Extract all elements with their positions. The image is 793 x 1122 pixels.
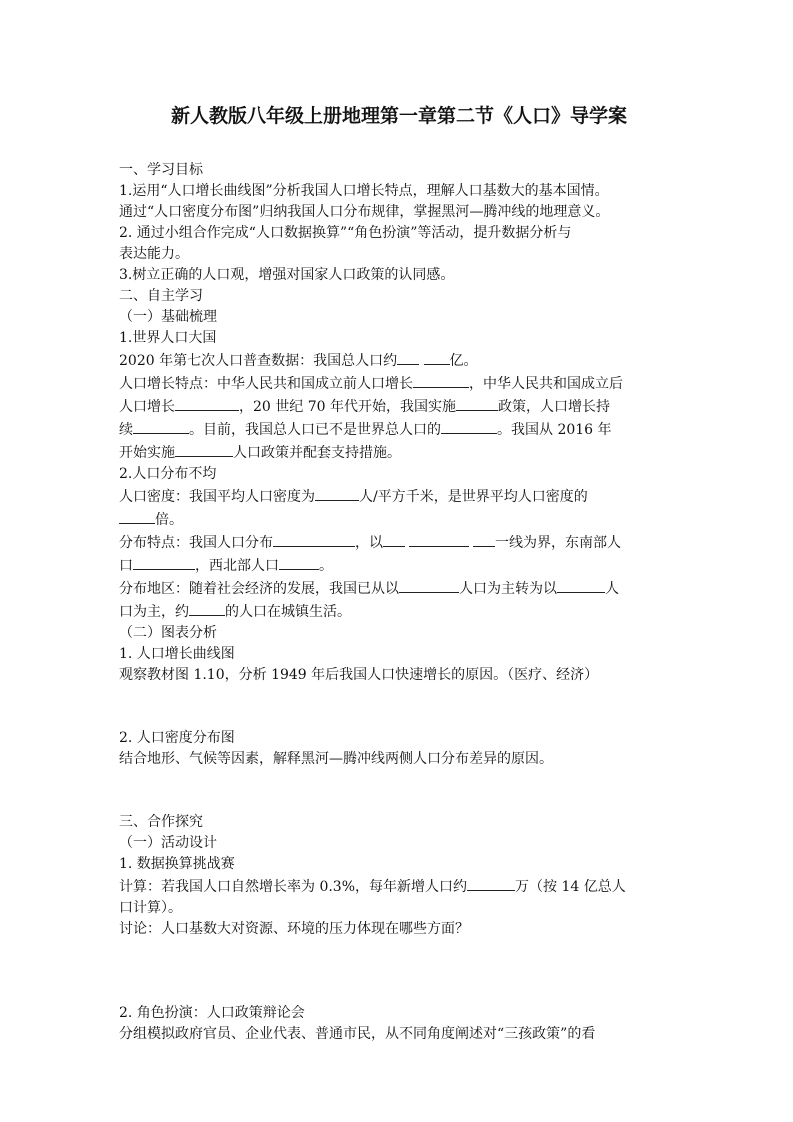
blank-new-policy[interactable] (175, 441, 233, 457)
blank-total-pop-1[interactable] (397, 349, 419, 365)
blank-growth-trend[interactable] (133, 418, 189, 434)
subsection-chart-analysis: （二）图表分析 (119, 625, 217, 641)
growth-text: 政策，人口增长持 (497, 399, 610, 415)
subsection-basics: （一）基础梳理 (119, 309, 217, 325)
blank-density-ratio[interactable] (119, 508, 155, 524)
blank-total-pop-2[interactable] (424, 349, 450, 365)
calc-text: 计算：若我国人口自然增长率为 0.3%，每年新增人口约 (119, 879, 468, 895)
distribution-text: 分布特点：我国人口分布 (119, 535, 273, 551)
blank-distribution[interactable] (273, 531, 355, 547)
census-text: 2020 年第七次人口普查数据：我国总人口约 (119, 353, 398, 369)
growth-line-3 (119, 418, 679, 441)
census-line (119, 349, 679, 372)
growth-text: 人口增长 (119, 399, 175, 415)
area-text: 人 (605, 581, 619, 597)
area-line-1 (119, 577, 679, 600)
blank-density[interactable] (315, 485, 359, 501)
answer-space (119, 770, 679, 812)
blank-line-3[interactable] (473, 531, 495, 547)
goal-3: 3.树立正确的人口观，增强对国家人口政策的认同感。 (119, 267, 455, 283)
distribution-text: ，以 (355, 535, 383, 551)
activity-1-title: 1. 数据换算挑战赛 (119, 856, 235, 872)
answer-space (119, 940, 679, 1003)
distribution-text: 口 (119, 558, 133, 574)
blank-southeast[interactable] (133, 554, 195, 570)
item-population-giant: 1.世界人口大国 (119, 330, 217, 346)
discussion-line: 讨论：人口基数大对资源、环境的压力体现在哪些方面？ (119, 921, 469, 937)
growth-text: ，20 世纪 70 年代开始，我国实施 (239, 399, 456, 415)
blank-line-1[interactable] (383, 531, 405, 547)
distribution-text: ，西北部人口 (195, 558, 279, 574)
goal-2-line-2: 表达能力。 (119, 246, 189, 262)
distribution-text: 一线为界，东南部人 (495, 535, 621, 551)
density-text: 人/平方千米，是世界平均人口密度的 (359, 489, 588, 505)
growth-line-4 (119, 441, 679, 464)
blank-growth-after[interactable] (175, 395, 239, 411)
blank-urban-ratio[interactable] (189, 600, 225, 616)
growth-text: 。我国从 2016 年 (497, 422, 612, 438)
goal-1-line-2: 通过“人口密度分布图”归纳我国人口分布规律，掌握黑河—腾冲线的地理意义。 (119, 204, 610, 220)
density-line-2 (119, 508, 679, 531)
growth-text: 。目前，我国总人口已不是世界总人口的 (189, 422, 441, 438)
subsection-activities: （一）活动设计 (119, 835, 217, 851)
calc-line-2: 口计算）。 (119, 900, 182, 916)
growth-text: 开始实施 (119, 445, 175, 461)
document-body (119, 160, 679, 1045)
density-text: 人口密度：我国平均人口密度为 (119, 489, 315, 505)
blank-growth-before[interactable] (413, 372, 469, 388)
distribution-line-1 (119, 531, 679, 554)
distribution-line-2 (119, 554, 679, 577)
area-text: 的人口在城镇生活。 (225, 604, 351, 620)
blank-new-pop[interactable] (467, 875, 515, 891)
growth-text: ，中华人民共和国成立后 (469, 376, 623, 392)
section-heading-cooperation: 三、合作探究 (119, 814, 203, 830)
calc-text: 万（按 14 亿总人 (515, 879, 626, 895)
calc-line-1 (119, 875, 679, 898)
area-text: 人口为主转为以 (459, 581, 557, 597)
document-title: 新人教版八年级上册地理第一章第二节《人口》导学案 (170, 105, 627, 127)
area-text: 分布地区：随着社会经济的发展，我国已从以 (119, 581, 399, 597)
growth-text: 人口政策并配套支持措施。 (233, 445, 401, 461)
chart-1-title: 1. 人口增长曲线图 (119, 646, 235, 662)
blank-policy[interactable] (456, 395, 498, 411)
growth-text: 人口增长特点：中华人民共和国成立前人口增长 (119, 376, 413, 392)
section-heading-self-study: 二、自主学习 (119, 288, 203, 304)
blank-world-rank[interactable] (441, 418, 497, 434)
goal-1-line-1: 1.运用“人口增长曲线图”分析我国人口增长特点，理解人口基数大的基本国情。 (119, 183, 609, 199)
chart-2-question: 结合地形、气候等因素，解释黑河—腾冲线两侧人口分布差异的原因。 (119, 751, 553, 767)
growth-text: 续 (119, 422, 133, 438)
blank-northwest[interactable] (279, 554, 319, 570)
activity-2-title: 2. 角色扮演：人口政策辩论会 (119, 1005, 305, 1021)
growth-line-1 (119, 372, 679, 395)
blank-line-2[interactable] (409, 531, 469, 547)
distribution-text: 。 (319, 558, 333, 574)
area-text: 口为主，约 (119, 604, 189, 620)
chart-2-title: 2. 人口密度分布图 (119, 730, 235, 746)
density-text: 倍。 (155, 512, 183, 528)
activity-2-text: 分组模拟政府官员、企业代表、普通市民，从不同角度阐述对“三孩政策”的看 (119, 1026, 596, 1042)
area-line-2 (119, 600, 679, 623)
density-line-1 (119, 485, 679, 508)
blank-urban[interactable] (557, 577, 605, 593)
goal-2-line-1: 2. 通过小组合作完成“人口数据换算”“角色扮演”等活动，提升数据分析与 (119, 225, 572, 241)
blank-rural[interactable] (399, 577, 459, 593)
answer-space (119, 686, 679, 728)
growth-line-2 (119, 395, 679, 418)
chart-1-question: 观察教材图 1.10，分析 1949 年后我国人口快速增长的原因。（医疗、经济） (119, 667, 599, 683)
item-uneven-distribution: 2.人口分布不均 (119, 466, 217, 482)
section-heading-goals: 一、学习目标 (119, 162, 203, 178)
census-unit: 亿。 (449, 353, 478, 369)
